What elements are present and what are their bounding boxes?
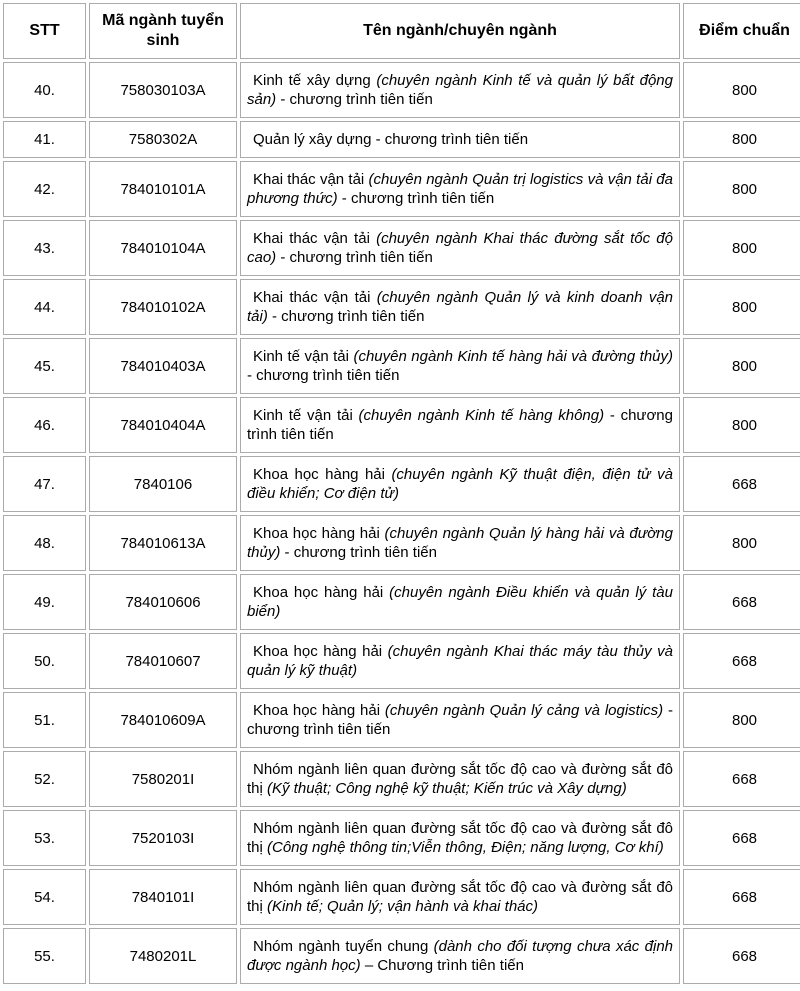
major-name-cell	[240, 338, 680, 394]
stt-cell: 48.	[3, 515, 86, 571]
header-row	[3, 3, 800, 59]
major-code-cell: 784010404A	[89, 397, 237, 453]
major-code-cell: 7480201L	[89, 928, 237, 984]
major-name-segment: - chương trình tiên tiến	[280, 544, 437, 561]
major-name-segment: Quản lý xây dựng - chương trình tiên tiến	[253, 131, 529, 148]
major-name-cell	[240, 515, 680, 571]
major-name-segment: (chuyên ngành Khai thác đường sắt tốc độ cao)	[247, 230, 673, 266]
table-row	[3, 692, 800, 748]
benchmark-score-cell: 668	[683, 928, 800, 984]
table-row	[3, 456, 800, 512]
major-code-cell: 784010607	[89, 633, 237, 689]
major-code-cell: 784010609A	[89, 692, 237, 748]
major-name-cell	[240, 751, 680, 807]
stt-cell: 41.	[3, 121, 86, 158]
stt-cell: 43.	[3, 220, 86, 276]
header-major-code: Mã ngành tuyển sinh	[89, 3, 237, 59]
table-row	[3, 515, 800, 571]
major-code-cell: 7580302A	[89, 121, 237, 158]
stt-cell: 47.	[3, 456, 86, 512]
table-row	[3, 574, 800, 630]
table-row	[3, 279, 800, 335]
major-name-segment: - chương trình tiên tiến	[276, 91, 433, 108]
major-name-segment: (chuyên ngành Quản lý cảng và logistics)	[384, 702, 664, 719]
major-name-cell	[240, 692, 680, 748]
major-name-cell	[240, 456, 680, 512]
major-name-segment: - chương trình tiên tiến	[247, 702, 673, 738]
stt-cell: 45.	[3, 338, 86, 394]
major-code-cell: 784010102A	[89, 279, 237, 335]
major-name-segment: (chuyên ngành Kỹ thuật điện, điện tử và điều khiển; Cơ điện tử)	[247, 466, 673, 502]
major-name-segment: Nhóm ngành liên quan đường sắt tốc độ cao và đường sắt đô thị	[247, 761, 673, 797]
table-row	[3, 220, 800, 276]
major-name-segment: (Kỹ thuật; Công nghệ kỹ thuật; Kiến trúc và Xây dựng)	[267, 780, 627, 797]
table-row	[3, 928, 800, 984]
major-name-segment: Nhóm ngành liên quan đường sắt tốc độ cao và đường sắt đô thị	[247, 879, 673, 915]
table-row	[3, 869, 800, 925]
major-code-cell: 758030103A	[89, 62, 237, 118]
major-name-segment: (dành cho đối tượng chưa xác định được ngành học)	[247, 938, 673, 974]
major-name-segment: (chuyên ngành Khai thác máy tàu thủy và quản lý kỹ thuật)	[247, 643, 673, 679]
major-name-segment: Khoa học hàng hải	[253, 525, 385, 542]
major-name-segment: (chuyên ngành Quản lý và kinh doanh vận tải)	[247, 289, 673, 325]
major-name-cell	[240, 62, 680, 118]
benchmark-score-cell: 800	[683, 62, 800, 118]
major-code-cell: 7840101I	[89, 869, 237, 925]
stt-cell: 55.	[3, 928, 86, 984]
major-name-segment: Kinh tế vận tải	[253, 348, 354, 365]
benchmark-score-cell: 800	[683, 220, 800, 276]
major-name-segment: Nhóm ngành tuyển chung	[253, 938, 434, 955]
table-row	[3, 751, 800, 807]
benchmark-score-cell: 668	[683, 574, 800, 630]
major-name-segment: Kinh tế vận tải	[253, 407, 359, 424]
stt-cell: 54.	[3, 869, 86, 925]
benchmark-score-cell: 800	[683, 515, 800, 571]
benchmark-score-cell: 800	[683, 279, 800, 335]
major-name-segment: - chương trình tiên tiến	[247, 367, 400, 384]
major-name-segment: Kinh tế xây dựng	[253, 72, 377, 89]
major-code-cell: 784010104A	[89, 220, 237, 276]
major-name-segment: (Kinh tế; Quản lý; vận hành và khai thác)	[267, 898, 539, 915]
major-name-cell	[240, 633, 680, 689]
major-name-segment: - chương trình tiên tiến	[267, 308, 425, 325]
major-name-cell	[240, 869, 680, 925]
benchmark-score-cell: 800	[683, 161, 800, 217]
table-row	[3, 397, 800, 453]
stt-cell: 49.	[3, 574, 86, 630]
stt-cell: 52.	[3, 751, 86, 807]
benchmark-score-cell: 800	[683, 338, 800, 394]
major-name-segment: (chuyên ngành Điều khiển và quản lý tàu biển)	[247, 584, 673, 620]
major-name-segment: (chuyên ngành Quản trị logistics và vận tải đa phương thức)	[247, 171, 673, 207]
major-name-segment: Khai thác vận tải	[253, 289, 377, 306]
major-name-cell	[240, 161, 680, 217]
major-name-segment: (chuyên ngành Kinh tế và quản lý bất động sản)	[247, 72, 673, 108]
major-name-segment: - chương trình tiên tiến	[337, 190, 495, 207]
major-name-segment: Khai thác vận tải	[253, 230, 377, 247]
stt-cell: 42.	[3, 161, 86, 217]
header-major-name: Tên ngành/chuyên ngành	[240, 3, 680, 59]
major-name-segment: Khoa học hàng hải	[253, 466, 392, 483]
major-name-segment: Khoa học hàng hải	[253, 584, 390, 601]
major-name-segment: - chương trình tiên tiến	[276, 249, 433, 266]
stt-cell: 40.	[3, 62, 86, 118]
major-name-segment: Khoa học hàng hải	[253, 702, 385, 719]
major-code-cell: 784010101A	[89, 161, 237, 217]
table-row	[3, 161, 800, 217]
major-name-segment: (chuyên ngành Kinh tế hàng không)	[358, 407, 605, 424]
major-code-cell: 784010606	[89, 574, 237, 630]
table-body	[3, 62, 800, 984]
major-name-segment: Nhóm ngành liên quan đường sắt tốc độ cao và đường sắt đô thị	[247, 820, 673, 856]
major-code-cell: 7520103I	[89, 810, 237, 866]
benchmark-score-cell: 668	[683, 456, 800, 512]
major-name-cell	[240, 810, 680, 866]
major-name-segment: (chuyên ngành Quản lý hàng hải và đường thủy)	[247, 525, 673, 561]
major-name-segment: (chuyên ngành Kinh tế hàng hải và đường thủy)	[353, 348, 674, 365]
major-code-cell: 7580201I	[89, 751, 237, 807]
major-code-cell: 784010403A	[89, 338, 237, 394]
major-name-cell	[240, 397, 680, 453]
table-row	[3, 810, 800, 866]
benchmark-score-cell: 800	[683, 692, 800, 748]
benchmark-score-cell: 668	[683, 810, 800, 866]
benchmark-score-cell: 668	[683, 869, 800, 925]
benchmark-score-cell: 668	[683, 751, 800, 807]
header-stt: STT	[3, 3, 86, 59]
major-name-cell	[240, 279, 680, 335]
stt-cell: 53.	[3, 810, 86, 866]
header-benchmark-score: Điểm chuẩn	[683, 3, 800, 59]
major-code-cell: 784010613A	[89, 515, 237, 571]
stt-cell: 46.	[3, 397, 86, 453]
major-code-cell: 7840106	[89, 456, 237, 512]
major-name-cell	[240, 928, 680, 984]
table-row	[3, 62, 800, 118]
major-name-cell	[240, 574, 680, 630]
benchmark-score-cell: 800	[683, 121, 800, 158]
table-row	[3, 121, 800, 158]
major-name-segment: - chương trình tiên tiến	[247, 407, 673, 443]
benchmark-score-cell: 668	[683, 633, 800, 689]
stt-cell: 50.	[3, 633, 86, 689]
major-name-segment: (Công nghệ thông tin;Viễn thông, Điện; năng lượng, Cơ khí)	[267, 839, 664, 856]
major-name-cell	[240, 220, 680, 276]
stt-cell: 51.	[3, 692, 86, 748]
major-name-cell	[240, 121, 680, 158]
major-name-segment: Khai thác vận tải	[253, 171, 369, 188]
major-name-segment: – Chương trình tiên tiến	[360, 957, 524, 974]
table-row	[3, 633, 800, 689]
benchmark-score-cell: 800	[683, 397, 800, 453]
table-row	[3, 338, 800, 394]
stt-cell: 44.	[3, 279, 86, 335]
major-name-segment: Khoa học hàng hải	[253, 643, 388, 660]
